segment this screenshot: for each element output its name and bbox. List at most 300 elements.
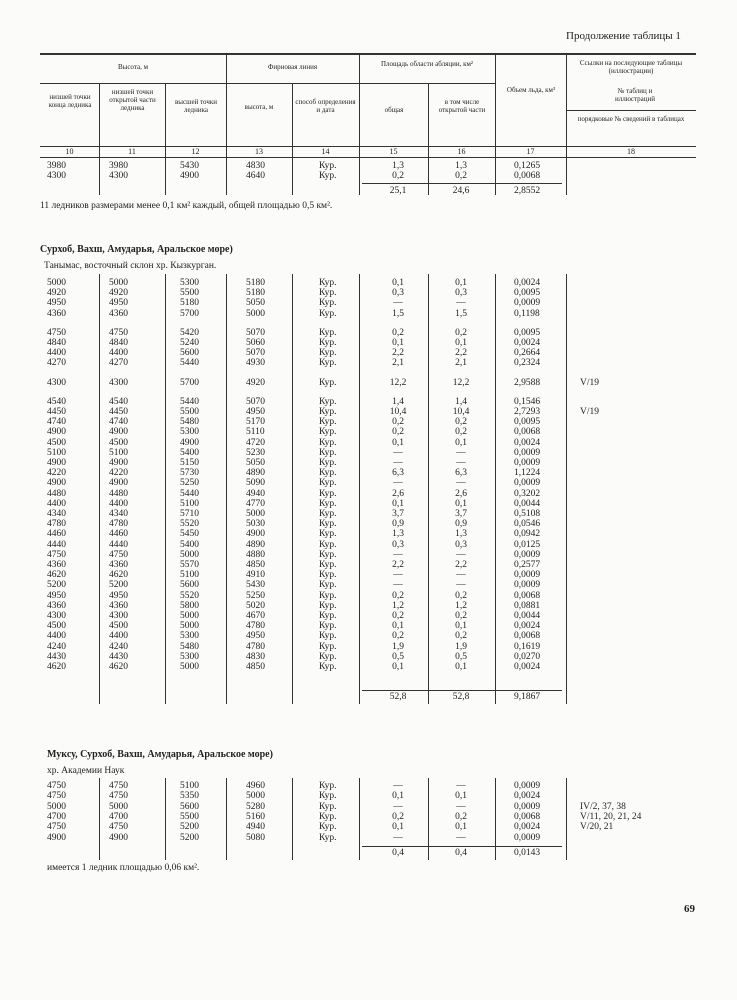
col-number: 17	[526, 147, 535, 156]
firn-method-cell: Кур.	[319, 591, 337, 601]
total-area: 25,1	[389, 186, 407, 196]
lowest-point-open-cell: 4500	[109, 438, 128, 448]
total-ice-volume: 9,1867	[514, 692, 541, 702]
ice-volume-cell: 0,0009	[514, 458, 541, 468]
refs-sub2-header: порядковые № сведений в таблицах	[577, 115, 685, 123]
lowest-point-open-cell: 4300	[109, 378, 128, 388]
firn-method-cell: Кур.	[319, 298, 337, 308]
lowest-point-end-cell: 4750	[47, 822, 66, 832]
ablation-total-cell: 0,1	[392, 499, 404, 509]
lowest-point-open-cell: 4920	[109, 288, 128, 298]
firn-height-cell: 5000	[246, 509, 265, 519]
section2-subtitle: Танымас, восточный склон хр. Кызкурган.	[44, 261, 217, 271]
ablation-total-cell: 2,2	[392, 560, 404, 570]
lowest-point-end-cell: 4750	[47, 781, 66, 791]
ablation-total-cell: 0,1	[392, 438, 404, 448]
table-row	[0, 358, 737, 368]
lowest-point-open-cell: 4440	[109, 540, 128, 550]
lowest-point-end-cell: 4340	[47, 509, 66, 519]
highest-point-cell: 5000	[180, 621, 199, 631]
lowest-point-open-cell: 4300	[109, 611, 128, 621]
lowest-point-open-cell: 4750	[109, 781, 128, 791]
highest-point-cell: 5440	[180, 358, 199, 368]
lowest-point-open-cell: 4340	[109, 509, 128, 519]
ablation-open-cell: 2,2	[455, 560, 467, 570]
ablation-total-cell: 0,3	[392, 288, 404, 298]
ablation-total-cell: 2,2	[392, 348, 404, 358]
highest-point-cell: 5500	[180, 288, 199, 298]
lowest-point-end-cell: 4950	[47, 591, 66, 601]
highest-point-cell: 5800	[180, 601, 199, 611]
firn-method-cell: Кур.	[319, 550, 337, 560]
firn-height-cell: 5280	[246, 802, 265, 812]
highest-point-cell: 5520	[180, 519, 199, 529]
table-row	[0, 621, 737, 631]
lowest-point-open-cell: 5100	[109, 448, 128, 458]
highest-point-cell: 5200	[180, 833, 199, 843]
highest-point-cell: 5700	[180, 378, 199, 388]
table-row	[0, 278, 737, 288]
firn-height-cell: 5170	[246, 417, 265, 427]
firn-method-cell: Кур.	[319, 802, 337, 812]
firn-height-cell: 5050	[246, 298, 265, 308]
firn-method-cell: Кур.	[319, 580, 337, 590]
ablation-open-cell: 0,1	[455, 621, 467, 631]
ice-volume-cell: 0,0009	[514, 550, 541, 560]
ablation-open-cell: —	[456, 478, 466, 488]
ablation-open-cell: 1,2	[455, 601, 467, 611]
refs-cell: V/19	[580, 407, 599, 417]
ablation-open-cell: 10,4	[452, 407, 470, 417]
table-row	[0, 298, 737, 308]
highest-point-cell: 5100	[180, 781, 199, 791]
ice-volume-cell: 2,7293	[514, 407, 541, 417]
firn-height-cell: 5250	[246, 591, 265, 601]
highest-point-cell: 5000	[180, 611, 199, 621]
table-row	[0, 560, 737, 570]
firn-height-cell: 5070	[246, 328, 265, 338]
firn-height-cell: 5070	[246, 348, 265, 358]
total-open-area: 0,4	[455, 848, 467, 858]
lowest-point-end-cell: 4780	[47, 519, 66, 529]
ablation-total-cell: 2,6	[392, 489, 404, 499]
ice-volume-cell: 0,2577	[514, 560, 541, 570]
lowest-point-open-cell: 4740	[109, 417, 128, 427]
table-row	[0, 802, 737, 812]
firn-method-cell: Кур.	[319, 781, 337, 791]
firn-height-cell: 4960	[246, 781, 265, 791]
refs-group-header: Ссылки на последующие таблицы (иллюстрации)	[579, 59, 683, 75]
firn-height-cell: 5060	[246, 338, 265, 348]
table-row	[0, 448, 737, 458]
section3-note: имеется 1 ледник площадью 0,06 км².	[47, 863, 200, 873]
firn-method-cell: Кур.	[319, 417, 337, 427]
table-row	[0, 570, 737, 580]
ablation-open-cell: 0,3	[455, 288, 467, 298]
height-group-header: Высота, м	[117, 63, 149, 71]
firn-height-cell: 4890	[246, 540, 265, 550]
lowest-point-end-cell: 4400	[47, 348, 66, 358]
section1-total-row	[0, 186, 737, 196]
firn-height-cell: 4830	[246, 652, 265, 662]
lowest-point-end-cell: 5200	[47, 580, 66, 590]
ablation-total-cell: —	[393, 781, 403, 791]
table-row	[0, 309, 737, 319]
table-row	[0, 611, 737, 621]
firn-method-cell: Кур.	[319, 560, 337, 570]
highest-point-cell: 5500	[180, 812, 199, 822]
lowest-point-open-cell: 4540	[109, 397, 128, 407]
firn-height-cell: 4880	[246, 550, 265, 560]
ice-volume-cell: 0,0044	[514, 611, 541, 621]
firn-method-cell: Кур.	[319, 438, 337, 448]
ice-volume-cell: 0,2324	[514, 358, 541, 368]
table-row	[0, 642, 737, 652]
highest-point-cell: 5600	[180, 802, 199, 812]
table-row	[0, 529, 737, 539]
lowest-point-open-cell: 4480	[109, 489, 128, 499]
ablation-open-cell: 0,1	[455, 791, 467, 801]
table-row	[0, 519, 737, 529]
ablation-total-cell: 0,9	[392, 519, 404, 529]
ablation-total-cell: —	[393, 458, 403, 468]
ablation-open-cell: 0,2	[455, 611, 467, 621]
page-number: 69	[684, 903, 695, 915]
firn-height-cell: 4850	[246, 560, 265, 570]
highest-point-cell: 5350	[180, 791, 199, 801]
ablation-open-cell: 0,2	[455, 328, 467, 338]
ablation-total-cell: 10,4	[389, 407, 407, 417]
firn-height-cell: 5080	[246, 833, 265, 843]
lowest-point-end-cell: 4700	[47, 812, 66, 822]
highest-point-cell: 5150	[180, 458, 199, 468]
ablation-open-cell: —	[456, 570, 466, 580]
table-row	[0, 791, 737, 801]
firn-method-cell: Кур.	[319, 611, 337, 621]
lowest-point-open-cell: 4270	[109, 358, 128, 368]
ablation-open-cell: —	[456, 458, 466, 468]
ablation-open-cell: 0,3	[455, 540, 467, 550]
lowest-point-open-cell: 4430	[109, 652, 128, 662]
lowest-point-end-cell: 4220	[47, 468, 66, 478]
lowest-point-end-cell: 4750	[47, 550, 66, 560]
ice-volume-cell: 0,0009	[514, 802, 541, 812]
ablation-open-cell: 0,1	[455, 662, 467, 672]
ablation-total-cell: 1,9	[392, 642, 404, 652]
ice-volume-cell: 0,0009	[514, 478, 541, 488]
lowest-point-open-cell: 4750	[109, 791, 128, 801]
firn-height-cell: 5020	[246, 601, 265, 611]
ablation-total-cell: —	[393, 580, 403, 590]
firn-height-cell: 5000	[246, 791, 265, 801]
lowest-point-end-cell: 4430	[47, 652, 66, 662]
ice-volume-cell: 0,3202	[514, 489, 541, 499]
firn-height-cell: 5180	[246, 278, 265, 288]
ablation-open-cell: 0,2	[455, 631, 467, 641]
lowest-point-end-cell: 4300	[47, 378, 66, 388]
firn-method-cell: Кур.	[319, 519, 337, 529]
ablation-open-cell: 0,2	[455, 812, 467, 822]
ice-volume-cell: 0,0024	[514, 278, 541, 288]
lowest-point-end-cell: 5000	[47, 278, 66, 288]
ablation-open-cell: 1,9	[455, 642, 467, 652]
lowest-point-end-cell: 4900	[47, 427, 66, 437]
lowest-point-open-cell: 4750	[109, 550, 128, 560]
lowest-point-end-cell: 4480	[47, 489, 66, 499]
firn-method-cell: Кур.	[319, 509, 337, 519]
firn-height-cell: 4720	[246, 438, 265, 448]
firn-method-cell: Кур.	[319, 529, 337, 539]
firn-method-cell: Кур.	[319, 328, 337, 338]
refs-cell: V/11, 20, 21, 24	[580, 812, 642, 822]
highest-point-cell: 5180	[180, 298, 199, 308]
ablation-open-cell: 1,5	[455, 309, 467, 319]
lowest-point-open-cell: 4300	[109, 171, 128, 181]
firn-method-cell: Кур.	[319, 171, 337, 181]
lowest-point-end-cell: 4500	[47, 438, 66, 448]
col-number: 14	[321, 147, 330, 156]
firn-height-cell: 4900	[246, 529, 265, 539]
firn-height-cell: 4780	[246, 621, 265, 631]
lowest-point-open-cell: 3980	[109, 161, 128, 171]
ablation-total-cell: 1,5	[392, 309, 404, 319]
ablation-open-cell: 6,3	[455, 468, 467, 478]
highest-point-cell: 5420	[180, 328, 199, 338]
firn-height-cell: 5430	[246, 580, 265, 590]
lowest-point-open-cell: 4360	[109, 309, 128, 319]
firn-method-cell: Кур.	[319, 833, 337, 843]
ablation-total-cell: 0,1	[392, 662, 404, 672]
ablation-total-cell: 0,1	[392, 338, 404, 348]
firn-group-header: Фирновая линия	[267, 63, 318, 71]
refs-sub1-header: № таблиц и иллюстраций	[614, 87, 656, 103]
section3-subtitle: хр. Академии Наук	[47, 766, 125, 776]
firn-height-cell: 4640	[246, 171, 265, 181]
highest-point-cell: 5100	[180, 570, 199, 580]
ablation-total-cell: 2,1	[392, 358, 404, 368]
col-number: 11	[128, 147, 136, 156]
lowest-point-end-cell: 4540	[47, 397, 66, 407]
ablation-open-cell: 0,1	[455, 438, 467, 448]
ablation-open-cell: —	[456, 833, 466, 843]
firn-height-cell: 4930	[246, 358, 265, 368]
table-row	[0, 348, 737, 358]
lowest-point-open-cell: 4950	[109, 591, 128, 601]
lowest-point-open-cell: 4620	[109, 570, 128, 580]
ablation-open-cell: —	[456, 550, 466, 560]
ice-volume-cell: 0,0024	[514, 791, 541, 801]
ablation-total-cell: —	[393, 833, 403, 843]
highest-point-cell: 5520	[180, 591, 199, 601]
highest-point-cell: 5710	[180, 509, 199, 519]
table-row	[0, 550, 737, 560]
ablation-open-cell: 2,6	[455, 489, 467, 499]
firn-method-cell: Кур.	[319, 288, 337, 298]
ablation-open-cell: 0,1	[455, 499, 467, 509]
ablation-open-cell: 0,1	[455, 338, 467, 348]
ice-volume-cell: 0,0024	[514, 662, 541, 672]
table-row	[0, 397, 737, 407]
highest-point-cell: 5200	[180, 822, 199, 832]
firn-height-cell: 4940	[246, 489, 265, 499]
col15-header: общая	[384, 106, 404, 114]
firn-method-cell: Кур.	[319, 621, 337, 631]
ice-volume-cell: 0,2664	[514, 348, 541, 358]
table-row	[0, 171, 737, 181]
ablation-open-cell: 0,1	[455, 822, 467, 832]
ablation-total-cell: 1,2	[392, 601, 404, 611]
firn-height-cell: 4940	[246, 822, 265, 832]
firn-method-cell: Кур.	[319, 791, 337, 801]
table-row	[0, 407, 737, 417]
highest-point-cell: 5300	[180, 631, 199, 641]
highest-point-cell: 5480	[180, 417, 199, 427]
ice-volume-cell: 0,0044	[514, 499, 541, 509]
highest-point-cell: 5600	[180, 580, 199, 590]
firn-method-cell: Кур.	[319, 822, 337, 832]
table-row	[0, 478, 737, 488]
ablation-open-cell: 2,2	[455, 348, 467, 358]
firn-method-cell: Кур.	[319, 662, 337, 672]
lowest-point-end-cell: 4240	[47, 642, 66, 652]
firn-method-cell: Кур.	[319, 378, 337, 388]
table-row	[0, 509, 737, 519]
ablation-total-cell: —	[393, 570, 403, 580]
ice-volume-cell: 2,9588	[514, 378, 541, 388]
ablation-total-cell: 0,1	[392, 822, 404, 832]
ice-volume-cell: 0,0024	[514, 438, 541, 448]
ablation-total-cell: 6,3	[392, 468, 404, 478]
firn-method-cell: Кур.	[319, 309, 337, 319]
col-number: 10	[65, 147, 74, 156]
ablation-total-cell: 0,2	[392, 591, 404, 601]
lowest-point-end-cell: 3980	[47, 161, 66, 171]
lowest-point-open-cell: 4840	[109, 338, 128, 348]
lowest-point-end-cell: 4920	[47, 288, 66, 298]
lowest-point-open-cell: 4700	[109, 812, 128, 822]
col-number: 13	[255, 147, 263, 156]
lowest-point-open-cell: 4900	[109, 427, 128, 437]
total-open-area: 24,6	[452, 186, 470, 196]
col-number: 16	[457, 147, 466, 156]
lowest-point-end-cell: 4300	[47, 171, 66, 181]
lowest-point-open-cell: 4750	[109, 822, 128, 832]
firn-method-cell: Кур.	[319, 478, 337, 488]
ice-volume-cell: 0,0009	[514, 298, 541, 308]
firn-height-cell: 4950	[246, 631, 265, 641]
table-row	[0, 540, 737, 550]
highest-point-cell: 5250	[180, 478, 199, 488]
highest-point-cell: 5430	[180, 161, 199, 171]
highest-point-cell: 4900	[180, 171, 199, 181]
table-row	[0, 822, 737, 832]
ablation-total-cell: 0,2	[392, 171, 404, 181]
lowest-point-end-cell: 4750	[47, 791, 66, 801]
total-ice-volume: 0,0143	[514, 848, 541, 858]
col-number: 15	[389, 147, 398, 156]
ice-volume-cell: 0,0546	[514, 519, 541, 529]
table-row	[0, 328, 737, 338]
total-area: 52,8	[389, 692, 407, 702]
table-row	[0, 161, 737, 171]
lowest-point-end-cell: 4620	[47, 662, 66, 672]
ice-volume-cell: 0,0024	[514, 822, 541, 832]
table-row	[0, 781, 737, 791]
section2-title: Сурхоб, Вахш, Амударья, Аральское море)	[40, 244, 233, 255]
firn-method-cell: Кур.	[319, 358, 337, 368]
ice-volume-cell: 0,0009	[514, 781, 541, 791]
lowest-point-end-cell: 4460	[47, 529, 66, 539]
firn-height-cell: 4890	[246, 468, 265, 478]
ablation-open-cell: 2,1	[455, 358, 467, 368]
firn-method-cell: Кур.	[319, 601, 337, 611]
col10-header: низшей точки конца ледника	[48, 93, 92, 109]
firn-height-cell: 4950	[246, 407, 265, 417]
ice-volume-cell: 1,1224	[514, 468, 541, 478]
ice-volume-cell: 0,0068	[514, 631, 541, 641]
table-row	[0, 438, 737, 448]
lowest-point-open-cell: 4900	[109, 478, 128, 488]
table-row	[0, 489, 737, 499]
firn-method-cell: Кур.	[319, 407, 337, 417]
firn-method-cell: Кур.	[319, 812, 337, 822]
firn-method-cell: Кур.	[319, 427, 337, 437]
section1-note: 11 ледников размерами менее 0,1 км² каждый, общей площадью 0,5 км².	[40, 201, 333, 211]
ice-volume-cell: 0,1546	[514, 397, 541, 407]
lowest-point-open-cell: 5000	[109, 802, 128, 812]
firn-method-cell: Кур.	[319, 652, 337, 662]
ablation-total-cell: 0,1	[392, 278, 404, 288]
ablation-open-cell: —	[456, 298, 466, 308]
section3-title: Муксу, Сурхоб, Вахш, Амударья, Аральское море)	[47, 749, 273, 760]
ablation-open-cell: 0,2	[455, 171, 467, 181]
ablation-total-cell: —	[393, 550, 403, 560]
ablation-total-cell: —	[393, 448, 403, 458]
table-row	[0, 468, 737, 478]
ablation-total-cell: 1,3	[392, 529, 404, 539]
ice-volume-cell: 0,0095	[514, 328, 541, 338]
lowest-point-end-cell: 4360	[47, 560, 66, 570]
ice-volume-cell: 0,0095	[514, 288, 541, 298]
ablation-total-cell: —	[393, 298, 403, 308]
highest-point-cell: 5480	[180, 642, 199, 652]
lowest-point-open-cell: 4240	[109, 642, 128, 652]
lowest-point-end-cell: 5100	[47, 448, 66, 458]
firn-height-cell: 4850	[246, 662, 265, 672]
lowest-point-open-cell: 4460	[109, 529, 128, 539]
firn-height-cell: 5230	[246, 448, 265, 458]
ablation-group-header: Площадь области абляции, км²	[380, 60, 474, 68]
firn-height-cell: 4910	[246, 570, 265, 580]
ice-volume-cell: 0,1619	[514, 642, 541, 652]
firn-height-cell: 4780	[246, 642, 265, 652]
lowest-point-open-cell: 4450	[109, 407, 128, 417]
firn-height-cell: 5030	[246, 519, 265, 529]
table-row	[0, 427, 737, 437]
ablation-total-cell: —	[393, 478, 403, 488]
refs-cell: V/19	[580, 378, 599, 388]
lowest-point-open-cell: 4900	[109, 458, 128, 468]
lowest-point-open-cell: 5000	[109, 278, 128, 288]
firn-method-cell: Кур.	[319, 448, 337, 458]
firn-method-cell: Кур.	[319, 631, 337, 641]
table-row	[0, 417, 737, 427]
firn-height-cell: 5110	[246, 427, 265, 437]
ice-volume-cell: 0,0009	[514, 833, 541, 843]
section2-total-row	[0, 692, 737, 702]
lowest-point-open-cell: 4780	[109, 519, 128, 529]
highest-point-cell: 5500	[180, 407, 199, 417]
